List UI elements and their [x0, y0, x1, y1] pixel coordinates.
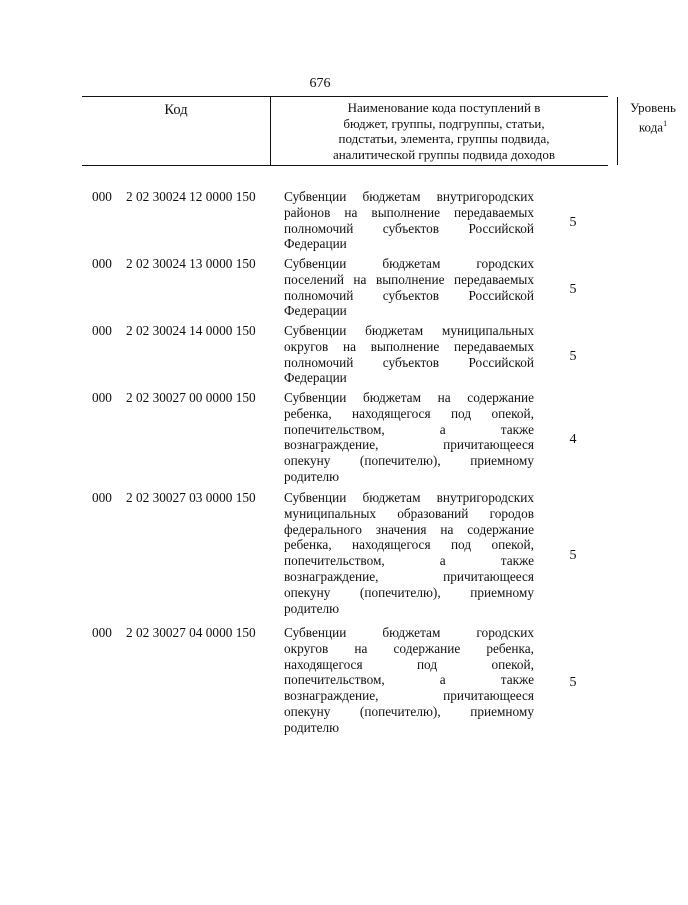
header-name-line: подстатьи, элемента, группы подвида, [338, 131, 550, 146]
budget-code: 2 02 30027 04 0000 150 [126, 625, 256, 640]
budget-code: 2 02 30024 13 0000 150 [126, 256, 256, 271]
admin-code: 000 [92, 256, 112, 271]
admin-code: 000 [92, 323, 112, 338]
income-name-line: находящегося под опекой, [284, 656, 534, 672]
header-name-line: аналитической группы подвида доходов [332, 146, 556, 162]
code-level: 5 [569, 349, 577, 364]
income-name-line: вознаграждение, причитающееся [284, 688, 534, 704]
header-name [270, 97, 618, 165]
income-name-line: попечительством, а также [284, 553, 534, 569]
income-name-line: вознаграждение, причитающееся [284, 568, 534, 584]
income-name-line: районов на выполнение передаваемых [284, 204, 534, 220]
income-name-line: опекуну (попечителю), приемному [284, 703, 534, 719]
admin-code: 000 [92, 189, 112, 204]
header-name-line: бюджет, группы, подгруппы, статьи, [343, 115, 545, 131]
income-name [284, 323, 534, 386]
income-name-line: поселений на выполнение передаваемых [284, 271, 534, 287]
page-number: 676 [309, 76, 331, 91]
income-name-line: полномочий субъектов Российской [284, 220, 534, 236]
income-name-line: попечительством, а также [284, 672, 534, 688]
admin-code: 000 [92, 390, 112, 405]
header-level-line2 [618, 116, 688, 135]
income-name-line: муниципальных образований городов [284, 505, 534, 521]
income-name-line: ребенка, находящегося под опекой, [284, 405, 534, 421]
income-name-line: родителю [284, 600, 340, 616]
income-name-line: округов на выполнение передаваемых [284, 338, 534, 354]
income-name-line: родителю [284, 719, 340, 735]
admin-code: 000 [92, 625, 112, 640]
income-name-line: опекуну (попечителю), приемному [284, 584, 534, 600]
income-name-line: Субвенции бюджетам внутригородских [284, 490, 534, 505]
income-name-line: округов на содержание ребенка, [284, 640, 534, 656]
code-level: 5 [569, 215, 577, 230]
header-level [618, 97, 688, 165]
income-name [284, 390, 534, 485]
income-name-line: федерального значения на содержание [284, 521, 534, 537]
income-name [284, 490, 534, 616]
income-name [284, 189, 534, 252]
budget-code: 2 02 30027 00 0000 150 [126, 390, 256, 405]
header-level-line1: Уровень [630, 100, 676, 115]
code-level: 5 [569, 675, 577, 690]
income-name-line: Субвенции бюджетам муниципальных [284, 323, 534, 338]
budget-code: 2 02 30024 14 0000 150 [126, 323, 256, 338]
income-name-line: Федерации [284, 236, 347, 252]
income-name [284, 625, 534, 736]
code-level: 5 [569, 282, 577, 297]
budget-code: 2 02 30027 03 0000 150 [126, 490, 256, 505]
income-name-line: ребенка, находящегося под опекой, [284, 537, 534, 553]
income-name-line: полномочий субъектов Российской [284, 287, 534, 303]
income-name-line: Федерации [284, 370, 347, 386]
income-name-line: родителю [284, 468, 340, 484]
income-name-line: полномочий субъектов Российской [284, 354, 534, 370]
income-name-line: Субвенции бюджетам городских [284, 625, 534, 640]
header-level-word: кода [638, 118, 664, 134]
income-name-line: Субвенции бюджетам внутригородских [284, 189, 534, 204]
header-name-line: Наименование кода поступлений в [347, 100, 541, 115]
header-code: Код [164, 102, 188, 118]
income-name-line: вознаграждение, причитающееся [284, 437, 534, 453]
income-name [284, 256, 534, 319]
income-name-line: Субвенции бюджетам на содержание [284, 390, 534, 405]
budget-code: 2 02 30024 12 0000 150 [126, 189, 256, 204]
income-name-line: Федерации [284, 303, 347, 319]
income-name-line: опекуну (попечителю), приемному [284, 453, 534, 469]
code-level: 5 [569, 548, 577, 563]
table-header [82, 96, 676, 166]
footnote-mark: 1 [663, 118, 668, 128]
income-name-line: попечительством, а также [284, 421, 534, 437]
admin-code: 000 [92, 490, 112, 505]
code-level: 4 [569, 432, 577, 447]
income-name-line: Субвенции бюджетам городских [284, 256, 534, 271]
